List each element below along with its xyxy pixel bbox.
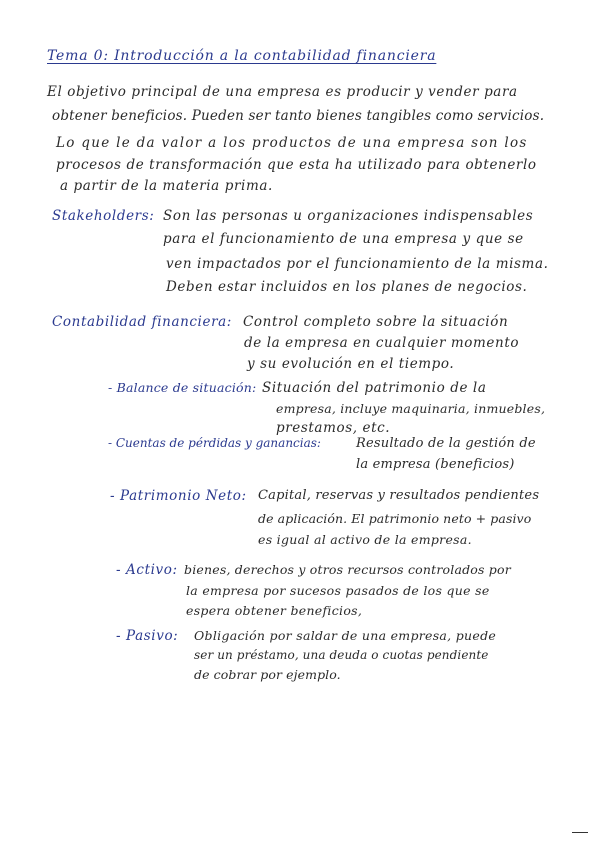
pasivo-line: Obligación por saldar de una empresa, puede [194, 628, 497, 643]
intro-line: El objetivo principal de una empresa es producir y vender para [47, 84, 518, 100]
stakeholders-term: Stakeholders: [52, 208, 155, 224]
page-title: Tema 0: Introducción a la contabilidad financiera [47, 48, 437, 64]
contabilidad-term: Contabilidad financiera: [52, 314, 232, 330]
pasivo-line: ser un préstamo, una deuda o cuotas pendiente [194, 648, 489, 662]
activo-line: la empresa por sucesos pasados de los que se [186, 583, 490, 598]
activo-term: - Activo: [116, 562, 178, 578]
contabilidad-line: y su evolución en el tiempo. [247, 356, 455, 372]
pasivo-term: - Pasivo: [116, 628, 179, 644]
cuentas-line: la empresa (beneficios) [356, 457, 515, 472]
intro-line: a partir de la materia prima. [60, 178, 273, 194]
intro-line: Lo que le da valor a los productos de una empresa son los [56, 135, 528, 151]
patrimonio-term: - Patrimonio Neto: [110, 488, 247, 504]
activo-line: bienes, derechos y otros recursos controlados por [184, 562, 511, 577]
stakeholders-line: para el funcionamiento de una empresa y que se [163, 231, 524, 247]
stakeholders-line: Son las personas u organizaciones indispensables [163, 208, 534, 224]
intro-line: obtener beneficios. Pueden ser tanto bienes tangibles como servicios. [52, 108, 545, 124]
balance-line: empresa, incluye maquinaria, inmuebles, [276, 401, 546, 416]
contabilidad-line: de la empresa en cualquier momento [244, 335, 520, 351]
stakeholders-line: Deben estar incluidos en los planes de negocios. [166, 279, 528, 295]
activo-line: espera obtener beneficios, [186, 603, 363, 618]
patrimonio-line: Capital, reservas y resultados pendientes [258, 488, 540, 503]
cuentas-term: - Cuentas de pérdidas y ganancias: [108, 436, 321, 450]
balance-line: prestamos, etc. [276, 420, 391, 436]
corner-mark [572, 832, 588, 833]
stakeholders-line: ven impactados por el funcionamiento de la misma. [166, 256, 549, 272]
balance-line: Situación del patrimonio de la [262, 380, 487, 396]
contabilidad-line: Control completo sobre la situación [243, 314, 509, 330]
pasivo-line: de cobrar por ejemplo. [194, 667, 341, 682]
patrimonio-line: de aplicación. El patrimonio neto + pasivo [258, 511, 532, 526]
intro-line: procesos de transformación que esta ha utilizado para obtenerlo [56, 157, 537, 173]
patrimonio-line: es igual al activo de la empresa. [258, 532, 472, 547]
balance-term: - Balance de situación: [108, 380, 257, 395]
cuentas-line: Resultado de la gestión de [356, 436, 536, 451]
